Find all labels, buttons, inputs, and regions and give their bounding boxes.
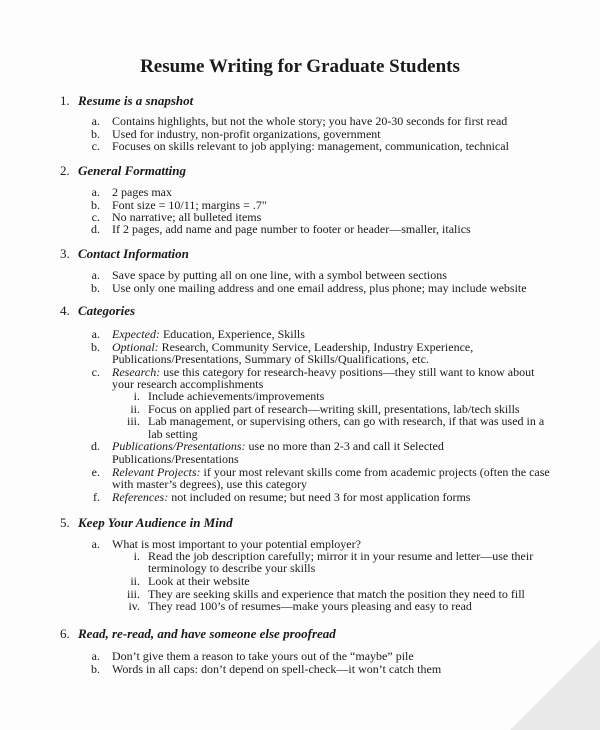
list-marker: e. — [91, 465, 100, 479]
section-number: 2. — [60, 163, 70, 178]
section-heading — [60, 627, 336, 640]
item-body: Education, Experience, Skills — [159, 327, 305, 341]
category-label: References: — [112, 490, 169, 504]
item-body: Font size = 10/11; margins = .7" — [112, 198, 267, 212]
item-body: use no more than 2-3 and call it Selected — [245, 439, 444, 453]
list-marker: b. — [91, 127, 100, 141]
item-body: your research accomplishments — [112, 377, 264, 391]
item-body: Include achievements/improvements — [148, 389, 325, 403]
list-marker: ii. — [130, 402, 140, 416]
list-item-text — [112, 115, 507, 127]
list-item-text — [112, 491, 470, 503]
item-body: use this category for research-heavy positions—they still want to know about — [160, 365, 535, 379]
list-item-text — [112, 440, 444, 452]
item-body: What is most important to your potential employer? — [112, 537, 361, 551]
list-item-text — [112, 282, 527, 294]
item-body: Focus on applied part of research—writing skill, presentations, lab/tech skills — [148, 402, 520, 416]
section-number: 1. — [60, 93, 70, 108]
list-marker: i. — [133, 549, 140, 563]
item-body: Research, Community Service, Leadership, Industry Experience, — [158, 340, 474, 354]
section-heading — [60, 94, 193, 107]
list-item-text — [112, 478, 307, 490]
list-marker: i. — [133, 389, 140, 403]
item-body: 2 pages max — [112, 185, 172, 199]
section-title: Categories — [78, 303, 136, 318]
list-item-text — [148, 600, 472, 612]
item-body: Look at their website — [148, 574, 250, 588]
list-marker: b. — [91, 281, 100, 295]
item-body: Contains highlights, but not the whole story; you have 20-30 seconds for first read — [112, 114, 508, 128]
section-number: 4. — [60, 303, 70, 318]
document-title: Resume Writing for Graduate Students — [140, 56, 460, 77]
section-title: Keep Your Audience in Mind — [78, 515, 233, 530]
item-body: If 2 pages, add name and page number to footer or header—smaller, italics — [112, 222, 471, 236]
list-item-text — [112, 140, 509, 152]
list-marker: d. — [91, 439, 100, 453]
section-number: 5. — [60, 515, 70, 530]
section-title: Read, re-read, and have someone else proofread — [78, 626, 336, 641]
list-marker: a. — [91, 185, 100, 199]
list-marker: iii. — [126, 587, 140, 601]
item-body: Use only one mailing address and one email address, plus phone; may include website — [112, 281, 527, 295]
section-heading — [60, 247, 189, 260]
list-item-text — [112, 223, 471, 235]
list-marker: a. — [91, 649, 100, 663]
section-title: General Formatting — [78, 163, 186, 178]
category-label: Relevant Projects: — [112, 465, 201, 479]
item-body: Save space by putting all on one line, with a symbol between sections — [112, 268, 447, 282]
item-body: lab setting — [148, 427, 198, 441]
item-body: Publications/Presentations, Summary of Skills/Qualifications, etc. — [112, 352, 429, 366]
list-marker: b. — [91, 340, 100, 354]
list-item-text — [112, 453, 239, 465]
list-marker: a. — [91, 327, 100, 341]
item-body: They read 100’s of resumes—make yours pleasing and easy to read — [148, 599, 472, 613]
list-item-text — [112, 186, 172, 198]
list-marker: a. — [91, 268, 100, 282]
item-body: not included on resume; but need 3 for most application forms — [168, 490, 471, 504]
list-marker: iii. — [126, 414, 140, 428]
item-body: if your most relevant skills come from academic projects (often the case — [200, 465, 550, 479]
category-label: Optional: — [112, 340, 159, 354]
section-heading — [60, 516, 233, 529]
section-heading — [60, 164, 186, 177]
list-item-text — [148, 575, 250, 587]
list-item-text — [112, 328, 305, 340]
item-body: terminology to describe your skills — [148, 561, 316, 575]
list-marker: a. — [91, 114, 100, 128]
list-marker: d. — [91, 222, 100, 236]
item-body: Used for industry, non-profit organizations, government — [112, 127, 381, 141]
item-body: They are seeking skills and experience that match the position they need to fill — [148, 587, 525, 601]
item-body: Lab management, or supervising others, can go with research, if that was used in a — [148, 414, 545, 428]
list-item-text — [148, 562, 315, 574]
item-body: Words in all caps: don’t depend on spell-check—it won’t catch them — [112, 662, 442, 676]
item-body: No narrative; all bulleted items — [112, 210, 262, 224]
list-marker: iv. — [128, 599, 140, 613]
item-body: Don’t give them a reason to take yours out of the “maybe” pile — [112, 649, 414, 663]
list-marker: b. — [91, 198, 100, 212]
list-item-text — [148, 390, 324, 402]
section-title: Resume is a snapshot — [78, 93, 194, 108]
list-item-text — [148, 415, 544, 427]
item-body: Focuses on skills relevant to job applying: management, communication, technical — [112, 139, 509, 153]
section-title: Contact Information — [78, 246, 189, 261]
category-label: Expected: — [112, 327, 160, 341]
list-marker: c. — [91, 210, 100, 224]
list-item-text — [112, 663, 441, 675]
item-body: with master’s degrees), use this category — [112, 477, 308, 491]
list-item-text — [112, 650, 414, 662]
category-label: Research: — [112, 365, 161, 379]
list-item-text — [112, 353, 429, 365]
section-number: 3. — [60, 246, 70, 261]
category-label: Publications/Presentations: — [112, 439, 246, 453]
list-marker: f. — [93, 490, 100, 504]
page-corner-shadow — [510, 640, 600, 730]
item-body: Read the job description carefully; mirror it in your resume and letter—use their — [148, 549, 534, 563]
list-marker: c. — [91, 139, 100, 153]
item-body: Publications/Presentations — [112, 452, 239, 466]
list-marker: ii. — [130, 574, 140, 588]
section-number: 6. — [60, 626, 70, 641]
list-item-text — [112, 269, 447, 281]
section-heading — [60, 304, 135, 317]
list-marker: c. — [91, 365, 100, 379]
list-marker: a. — [91, 537, 100, 551]
list-marker: b. — [91, 662, 100, 676]
